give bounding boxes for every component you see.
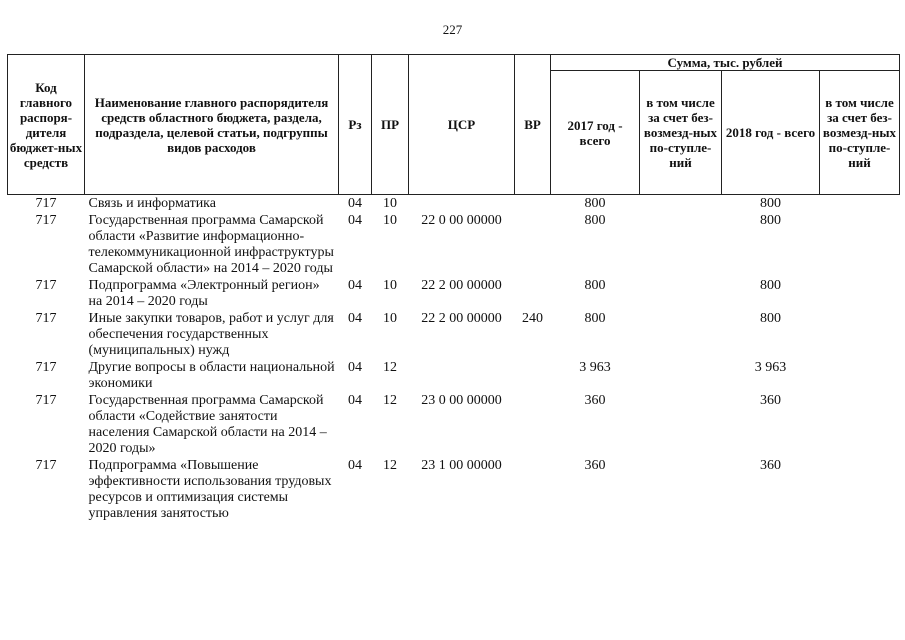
cell-2018-total: 800	[760, 311, 781, 326]
cell-2018-total: 360	[760, 458, 781, 473]
header-2017-free: в том числе за счет без-возмезд-ных по-ступле-ний	[640, 71, 722, 195]
cell-pr: 12	[383, 393, 397, 408]
cell-vr	[515, 212, 551, 277]
cell-2018-free	[820, 310, 900, 359]
cell-2017-total: 800	[584, 278, 606, 293]
cell-vr	[515, 392, 551, 457]
cell-rz: 04	[348, 196, 362, 211]
cell-2017-free	[640, 310, 722, 359]
cell-pr: 12	[383, 360, 397, 375]
header-2017-total: 2017 год - всего	[551, 71, 640, 195]
cell-2018-total: 800	[760, 278, 781, 293]
cell-vr	[515, 195, 551, 213]
page-number: 227	[442, 22, 463, 37]
cell-pr: 10	[383, 213, 397, 228]
cell-2017-free	[640, 457, 722, 522]
cell-csr	[409, 195, 515, 213]
cell-code: 717	[35, 458, 57, 473]
cell-code: 717	[35, 360, 57, 375]
header-vr: ВР	[515, 55, 551, 195]
cell-2017-free	[640, 212, 722, 277]
cell-code: 717	[35, 213, 57, 228]
cell-2018-free	[820, 212, 900, 277]
cell-pr: 10	[383, 278, 397, 293]
cell-2018-free	[820, 277, 900, 310]
cell-2017-total: 360	[584, 458, 606, 473]
cell-rz: 04	[348, 311, 362, 326]
cell-2018-total: 360	[760, 393, 781, 408]
cell-csr	[409, 359, 515, 392]
cell-2018-free	[820, 457, 900, 522]
header-code: Код главного распоря-дителя бюджет-ных средств	[8, 55, 85, 195]
header-2018-free: в том числе за счет без-возмезд-ных по-ступле-ний	[820, 71, 900, 195]
cell-name: Другие вопросы в области национальной экономики	[88, 360, 335, 391]
table-row	[8, 359, 900, 392]
cell-2017-total: 800	[584, 213, 606, 228]
table-row	[8, 212, 900, 277]
header-csr: ЦСР	[409, 55, 515, 195]
table-row	[8, 392, 900, 457]
cell-pr: 12	[383, 458, 397, 473]
cell-2018-total: 800	[760, 213, 781, 228]
cell-vr: 240	[522, 311, 543, 326]
cell-2018-free	[820, 392, 900, 457]
cell-name: Подпрограмма «Электронный регион» на 2014 – 2020 годы	[88, 278, 320, 309]
cell-2017-total: 3 963	[579, 360, 611, 375]
cell-pr: 10	[383, 196, 397, 211]
cell-csr: 23 1 00 00000	[421, 458, 502, 473]
cell-vr	[515, 277, 551, 310]
cell-2017-free	[640, 359, 722, 392]
cell-code: 717	[35, 196, 57, 211]
cell-name: Государственная программа Самарской области «Развитие информационно-телекоммуникационной инфраструктуры Самарской области» на 2014 – 2020 годы	[88, 213, 334, 276]
cell-name: Подпрограмма «Повышение эффективности использования трудовых ресурсов и оптимизация системы управления занятостью	[88, 458, 332, 521]
budget-table	[7, 54, 900, 522]
header-sum: Сумма, тыс. рублей	[551, 55, 900, 71]
cell-rz: 04	[348, 278, 362, 293]
table-row	[8, 277, 900, 310]
cell-vr	[515, 359, 551, 392]
cell-csr: 22 0 00 00000	[421, 213, 502, 228]
cell-2018-total: 800	[760, 196, 781, 211]
cell-vr	[515, 457, 551, 522]
cell-name: Государственная программа Самарской области «Содействие занятости населения Самарской области на 2014 – 2020 годы»	[88, 393, 327, 456]
cell-pr: 10	[383, 311, 397, 326]
cell-rz: 04	[348, 360, 362, 375]
cell-code: 717	[35, 311, 57, 326]
cell-2017-total: 800	[584, 196, 606, 211]
header-name: Наименование главного распорядителя средств областного бюджета, раздела, подраздела, целевой статьи, подгруппы видов расходов	[85, 55, 339, 195]
header-2018-total: 2018 год - всего	[722, 71, 820, 195]
cell-name: Иные закупки товаров, работ и услуг для обеспечения государственных (муниципальных) нужд	[88, 311, 334, 358]
cell-2018-free	[820, 195, 900, 213]
cell-2017-free	[640, 195, 722, 213]
cell-csr: 23 0 00 00000	[421, 393, 502, 408]
cell-csr: 22 2 00 00000	[421, 278, 502, 293]
cell-csr: 22 2 00 00000	[421, 311, 502, 326]
cell-rz: 04	[348, 458, 362, 473]
table-row	[8, 195, 900, 213]
cell-2017-total: 360	[584, 393, 606, 408]
header-rz: Рз	[339, 55, 372, 195]
table-row	[8, 310, 900, 359]
cell-2017-free	[640, 277, 722, 310]
cell-rz: 04	[348, 393, 362, 408]
cell-rz: 04	[348, 213, 362, 228]
cell-code: 717	[35, 278, 57, 293]
cell-name: Связь и информатика	[88, 196, 216, 211]
cell-2018-total: 3 963	[754, 360, 787, 375]
header-pr: ПР	[372, 55, 409, 195]
cell-2018-free	[820, 359, 900, 392]
cell-2017-total: 800	[584, 311, 606, 326]
table-row	[8, 457, 900, 522]
cell-code: 717	[35, 393, 57, 408]
cell-2017-free	[640, 392, 722, 457]
